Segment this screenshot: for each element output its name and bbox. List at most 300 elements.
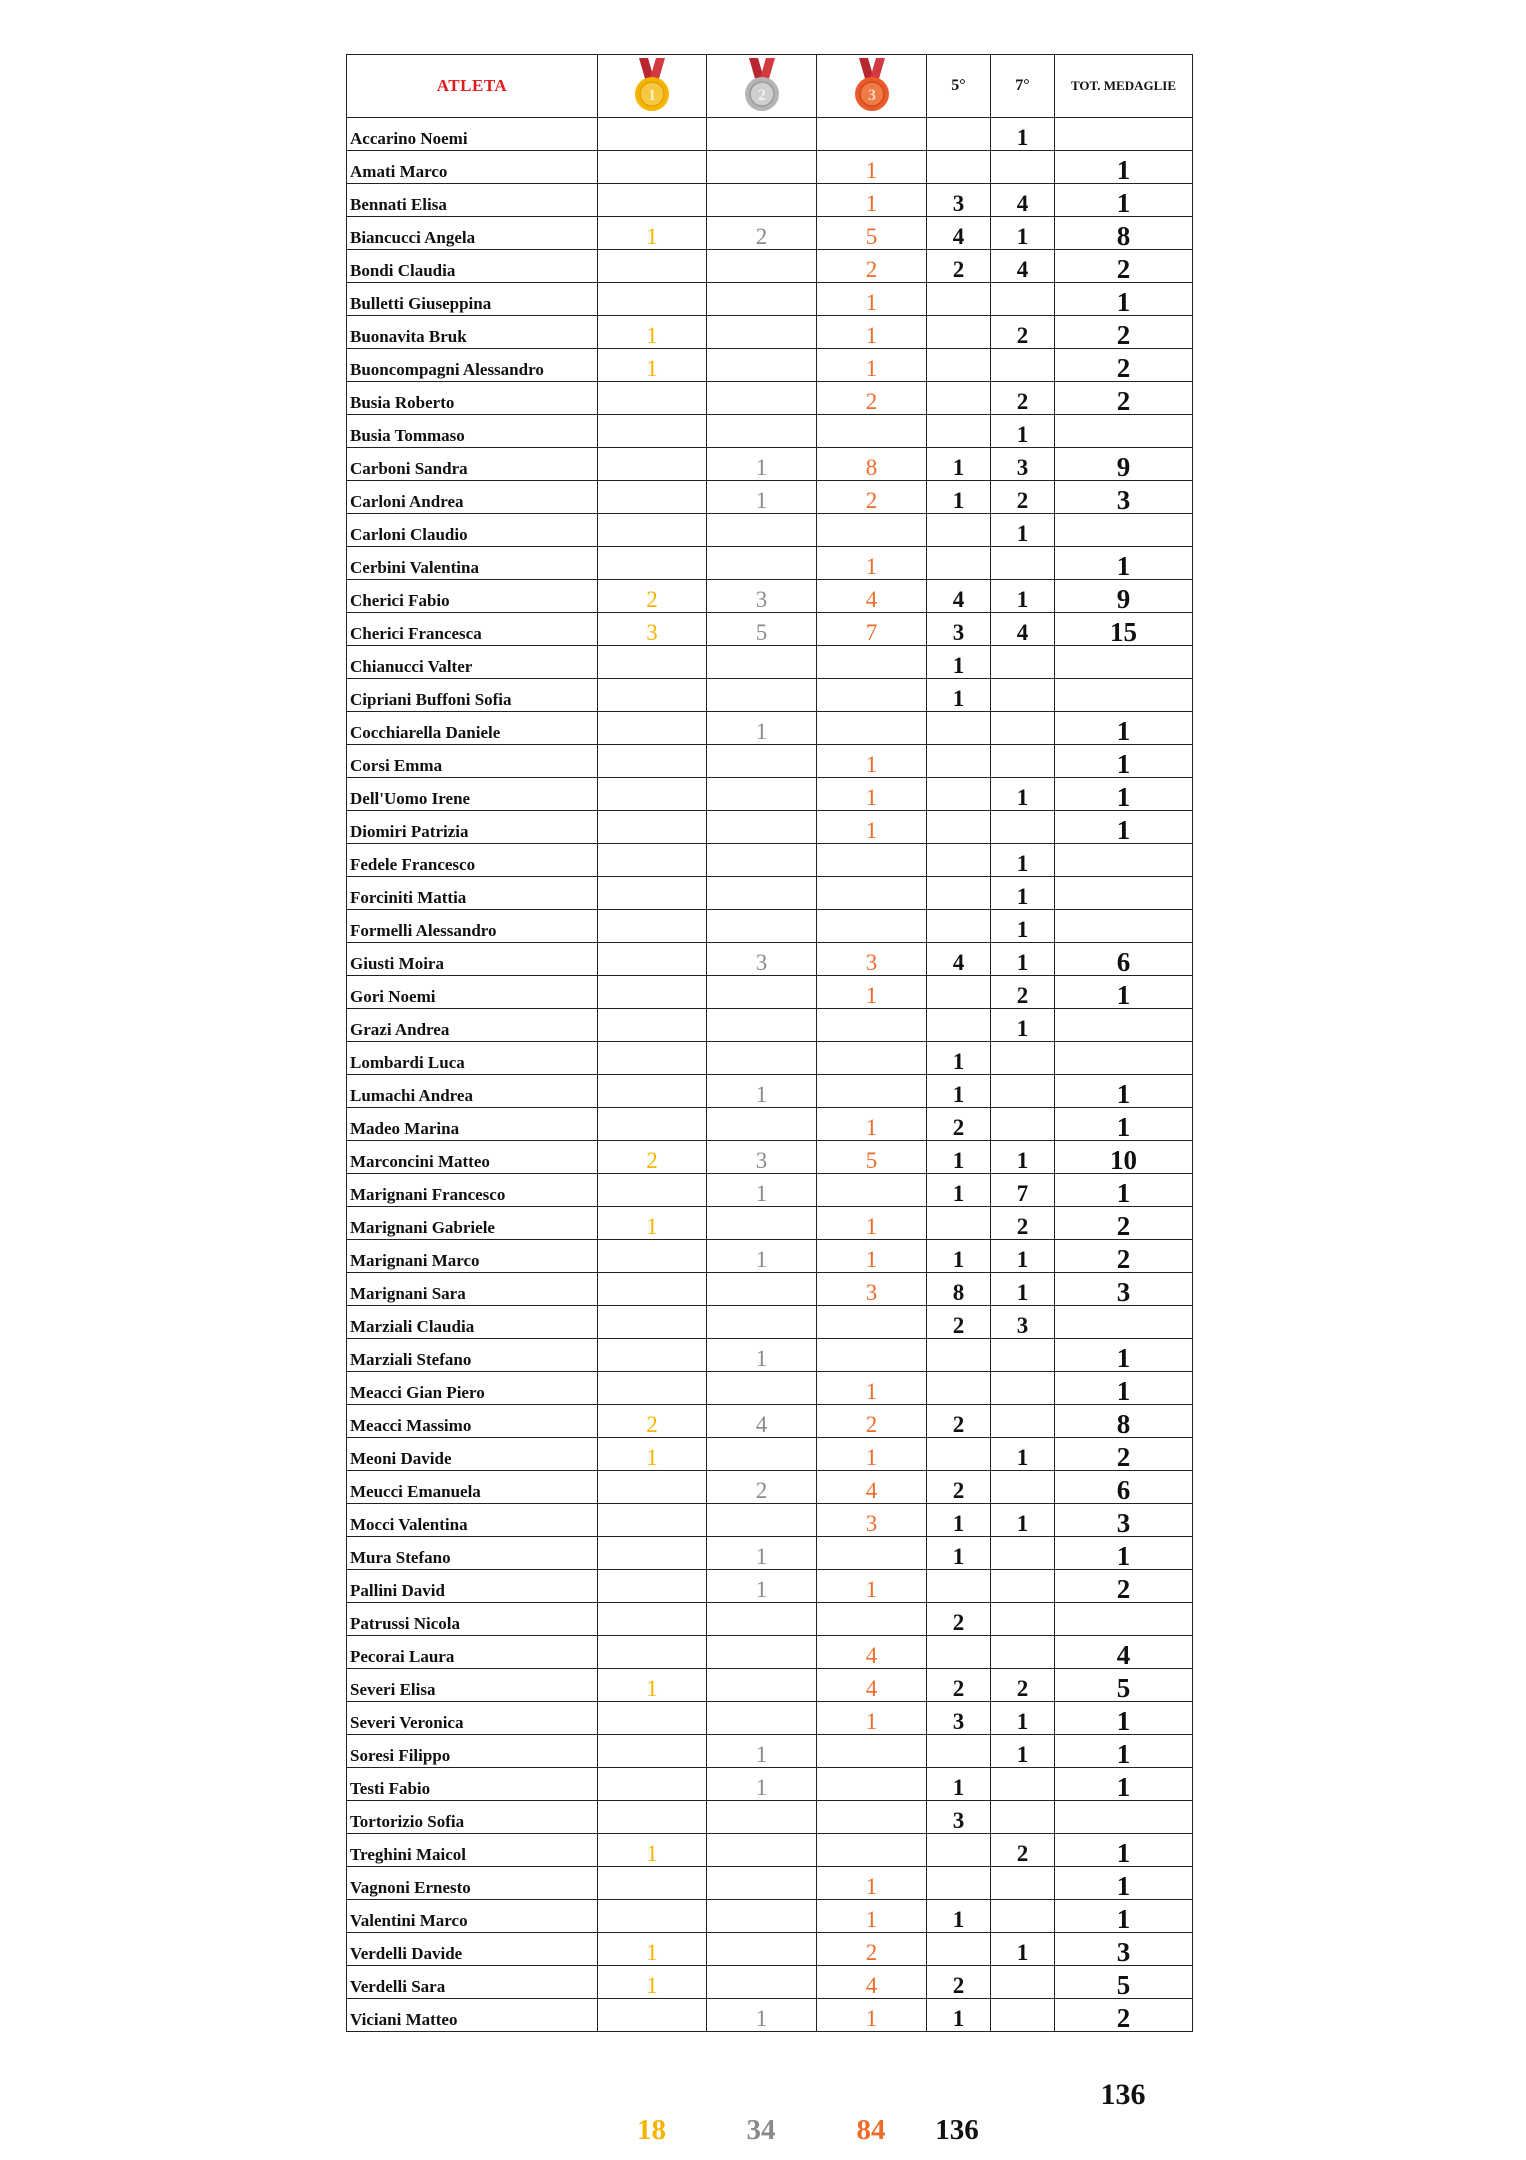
silver-count: 1 bbox=[707, 1768, 817, 1801]
seventh-place-count bbox=[991, 1801, 1055, 1834]
bronze-count: 4 bbox=[817, 580, 927, 613]
table-row bbox=[347, 580, 1193, 613]
table-row bbox=[347, 1438, 1193, 1471]
fifth-place-count: 4 bbox=[927, 943, 991, 976]
athlete-name: Verdelli Sara bbox=[347, 1966, 598, 1999]
total-silver: 34 bbox=[746, 2114, 776, 2146]
athlete-name: Chianucci Valter bbox=[347, 646, 598, 679]
gold-count bbox=[598, 679, 707, 712]
gold-count: 3 bbox=[598, 613, 707, 646]
silver-count bbox=[707, 547, 817, 580]
athlete-name: Carloni Andrea bbox=[347, 481, 598, 514]
total-medals-count bbox=[1055, 1801, 1193, 1834]
bronze-count: 1 bbox=[817, 349, 927, 382]
table-row bbox=[347, 1306, 1193, 1339]
fifth-place-count bbox=[927, 1009, 991, 1042]
athlete-name: Testi Fabio bbox=[347, 1768, 598, 1801]
seventh-place-count bbox=[991, 1900, 1055, 1933]
silver-count: 1 bbox=[707, 1735, 817, 1768]
gold-count bbox=[598, 1372, 707, 1405]
svg-text:1: 1 bbox=[648, 87, 656, 104]
total-medals-count: 1 bbox=[1055, 1834, 1193, 1867]
seventh-place-count: 3 bbox=[991, 448, 1055, 481]
bronze-count: 1 bbox=[817, 1207, 927, 1240]
seventh-place-count: 1 bbox=[991, 1735, 1055, 1768]
gold-count bbox=[598, 1009, 707, 1042]
seventh-place-count: 1 bbox=[991, 118, 1055, 151]
fifth-place-count: 2 bbox=[927, 1603, 991, 1636]
bronze-count bbox=[817, 1339, 927, 1372]
athlete-name: Formelli Alessandro bbox=[347, 910, 598, 943]
header-silver bbox=[707, 55, 817, 118]
silver-count bbox=[707, 745, 817, 778]
table-row bbox=[347, 151, 1193, 184]
bronze-count bbox=[817, 877, 927, 910]
fifth-place-count bbox=[927, 514, 991, 547]
bronze-count: 3 bbox=[817, 1504, 927, 1537]
athlete-name: Bennati Elisa bbox=[347, 184, 598, 217]
total-grand: 136 bbox=[935, 2114, 979, 2146]
fifth-place-count bbox=[927, 1339, 991, 1372]
seventh-place-count: 7 bbox=[991, 1174, 1055, 1207]
fifth-place-count bbox=[927, 118, 991, 151]
gold-count: 1 bbox=[598, 1207, 707, 1240]
silver-count bbox=[707, 1834, 817, 1867]
total-medals-count: 1 bbox=[1055, 1900, 1193, 1933]
fifth-place-count: 1 bbox=[927, 1174, 991, 1207]
silver-count bbox=[707, 1801, 817, 1834]
gold-count bbox=[598, 943, 707, 976]
bronze-count: 4 bbox=[817, 1966, 927, 1999]
fifth-place-count: 1 bbox=[927, 1042, 991, 1075]
seventh-place-count: 2 bbox=[991, 481, 1055, 514]
header-total bbox=[1055, 55, 1193, 118]
seventh-place-count bbox=[991, 1075, 1055, 1108]
athlete-name: Busia Tommaso bbox=[347, 415, 598, 448]
total-medals-count: 1 bbox=[1055, 1735, 1193, 1768]
fifth-place-count: 1 bbox=[927, 1240, 991, 1273]
bronze-count: 1 bbox=[817, 745, 927, 778]
silver-count bbox=[707, 118, 817, 151]
bronze-count bbox=[817, 1009, 927, 1042]
table-row bbox=[347, 745, 1193, 778]
fifth-place-count: 2 bbox=[927, 1108, 991, 1141]
silver-count: 1 bbox=[707, 481, 817, 514]
gold-count bbox=[598, 1240, 707, 1273]
table-row bbox=[347, 1207, 1193, 1240]
silver-count: 5 bbox=[707, 613, 817, 646]
silver-count: 1 bbox=[707, 1240, 817, 1273]
total-medals-count: 2 bbox=[1055, 382, 1193, 415]
silver-count: 1 bbox=[707, 1999, 817, 2032]
silver-count bbox=[707, 1702, 817, 1735]
gold-count bbox=[598, 1603, 707, 1636]
fifth-place-count bbox=[927, 910, 991, 943]
silver-count bbox=[707, 283, 817, 316]
table-row bbox=[347, 1636, 1193, 1669]
total-medals-count: 1 bbox=[1055, 1108, 1193, 1141]
seventh-place-count: 2 bbox=[991, 382, 1055, 415]
athlete-name: Biancucci Angela bbox=[347, 217, 598, 250]
total-medals-count: 1 bbox=[1055, 712, 1193, 745]
bronze-count: 1 bbox=[817, 1867, 927, 1900]
table-row bbox=[347, 877, 1193, 910]
table-row bbox=[347, 1735, 1193, 1768]
total-medals-count: 2 bbox=[1055, 250, 1193, 283]
header-seventh bbox=[991, 55, 1055, 118]
gold-count bbox=[598, 1174, 707, 1207]
table-row bbox=[347, 976, 1193, 1009]
athlete-name: Meoni Davide bbox=[347, 1438, 598, 1471]
bronze-count: 1 bbox=[817, 1570, 927, 1603]
gold-count bbox=[598, 1900, 707, 1933]
silver-count bbox=[707, 1966, 817, 1999]
seventh-place-count: 4 bbox=[991, 613, 1055, 646]
total-medals-count: 2 bbox=[1055, 1999, 1193, 2032]
silver-count bbox=[707, 184, 817, 217]
athlete-name: Giusti Moira bbox=[347, 943, 598, 976]
table-row bbox=[347, 250, 1193, 283]
total-medals-count: 2 bbox=[1055, 1240, 1193, 1273]
header-athlete-label: ATLETA bbox=[436, 76, 508, 95]
seventh-place-count bbox=[991, 1372, 1055, 1405]
header-athlete bbox=[347, 55, 598, 118]
fifth-place-count: 2 bbox=[927, 250, 991, 283]
total-medals-count: 1 bbox=[1055, 1867, 1193, 1900]
gold-count bbox=[598, 1306, 707, 1339]
silver-count bbox=[707, 1207, 817, 1240]
gold-count bbox=[598, 1999, 707, 2032]
gold-count bbox=[598, 1702, 707, 1735]
bronze-count: 2 bbox=[817, 1405, 927, 1438]
table-row bbox=[347, 1801, 1193, 1834]
total-medals-count: 1 bbox=[1055, 1537, 1193, 1570]
athlete-name: Accarino Noemi bbox=[347, 118, 598, 151]
silver-count bbox=[707, 1504, 817, 1537]
silver-count bbox=[707, 1372, 817, 1405]
bronze-count: 1 bbox=[817, 1438, 927, 1471]
athlete-name: Forciniti Mattia bbox=[347, 877, 598, 910]
gold-count bbox=[598, 1636, 707, 1669]
silver-count bbox=[707, 1603, 817, 1636]
silver-count: 1 bbox=[707, 1174, 817, 1207]
fifth-place-count: 3 bbox=[927, 184, 991, 217]
gold-count bbox=[598, 646, 707, 679]
athlete-name: Lombardi Luca bbox=[347, 1042, 598, 1075]
gold-count bbox=[598, 1471, 707, 1504]
bronze-count: 2 bbox=[817, 250, 927, 283]
seventh-place-count: 1 bbox=[991, 1240, 1055, 1273]
silver-count bbox=[707, 910, 817, 943]
gold-count: 1 bbox=[598, 1834, 707, 1867]
table-row bbox=[347, 1966, 1193, 1999]
bronze-count bbox=[817, 1768, 927, 1801]
athlete-name: Mocci Valentina bbox=[347, 1504, 598, 1537]
gold-count bbox=[598, 1867, 707, 1900]
bronze-count bbox=[817, 1801, 927, 1834]
athlete-name: Marignani Sara bbox=[347, 1273, 598, 1306]
table-row bbox=[347, 1504, 1193, 1537]
athlete-name: Marignani Marco bbox=[347, 1240, 598, 1273]
seventh-place-count bbox=[991, 1768, 1055, 1801]
fifth-place-count: 1 bbox=[927, 646, 991, 679]
table-row bbox=[347, 1339, 1193, 1372]
total-medals-count bbox=[1055, 415, 1193, 448]
svg-text:2: 2 bbox=[757, 87, 766, 104]
athlete-name: Tortorizio Sofia bbox=[347, 1801, 598, 1834]
fifth-place-count bbox=[927, 877, 991, 910]
seventh-place-count: 3 bbox=[991, 1306, 1055, 1339]
seventh-place-count bbox=[991, 679, 1055, 712]
gold-count bbox=[598, 118, 707, 151]
seventh-place-count bbox=[991, 1108, 1055, 1141]
gold-count bbox=[598, 1570, 707, 1603]
table-row bbox=[347, 1042, 1193, 1075]
silver-count bbox=[707, 1933, 817, 1966]
athlete-name: Severi Elisa bbox=[347, 1669, 598, 1702]
silver-count bbox=[707, 811, 817, 844]
gold-count bbox=[598, 448, 707, 481]
athlete-name: Cocchiarella Daniele bbox=[347, 712, 598, 745]
total-medals-count: 6 bbox=[1055, 1471, 1193, 1504]
athlete-name: Patrussi Nicola bbox=[347, 1603, 598, 1636]
total-medals-count: 2 bbox=[1055, 1207, 1193, 1240]
gold-count bbox=[598, 1768, 707, 1801]
table-row bbox=[347, 1768, 1193, 1801]
seventh-place-count bbox=[991, 712, 1055, 745]
gold-count bbox=[598, 877, 707, 910]
seventh-place-count bbox=[991, 151, 1055, 184]
table-row bbox=[347, 910, 1193, 943]
seventh-place-count: 1 bbox=[991, 1009, 1055, 1042]
seventh-place-count: 1 bbox=[991, 1438, 1055, 1471]
fifth-place-count: 2 bbox=[927, 1966, 991, 1999]
total-medals-count: 1 bbox=[1055, 1372, 1193, 1405]
total-medals-count: 3 bbox=[1055, 481, 1193, 514]
gold-count: 1 bbox=[598, 1438, 707, 1471]
athlete-name: Soresi Filippo bbox=[347, 1735, 598, 1768]
gold-count bbox=[598, 547, 707, 580]
table-row bbox=[347, 217, 1193, 250]
total-medals-count: 1 bbox=[1055, 976, 1193, 1009]
fifth-place-count bbox=[927, 1933, 991, 1966]
fifth-place-count: 2 bbox=[927, 1471, 991, 1504]
fifth-place-count bbox=[927, 811, 991, 844]
athlete-name: Bulletti Giuseppina bbox=[347, 283, 598, 316]
total-medals-count bbox=[1055, 844, 1193, 877]
bronze-count bbox=[817, 1174, 927, 1207]
gold-count bbox=[598, 1504, 707, 1537]
bronze-count bbox=[817, 1603, 927, 1636]
bronze-count: 7 bbox=[817, 613, 927, 646]
silver-count bbox=[707, 976, 817, 1009]
seventh-place-count bbox=[991, 283, 1055, 316]
gold-count: 1 bbox=[598, 316, 707, 349]
table-row bbox=[347, 679, 1193, 712]
silver-count: 2 bbox=[707, 1471, 817, 1504]
fifth-place-count: 1 bbox=[927, 1999, 991, 2032]
total-medals-count bbox=[1055, 679, 1193, 712]
seventh-place-count: 1 bbox=[991, 217, 1055, 250]
fifth-place-count bbox=[927, 1636, 991, 1669]
gold-count bbox=[598, 1801, 707, 1834]
silver-count: 3 bbox=[707, 943, 817, 976]
seventh-place-count: 2 bbox=[991, 316, 1055, 349]
table-row bbox=[347, 349, 1193, 382]
silver-count: 4 bbox=[707, 1405, 817, 1438]
silver-count bbox=[707, 1273, 817, 1306]
silver-count: 1 bbox=[707, 1339, 817, 1372]
seventh-place-count: 2 bbox=[991, 1834, 1055, 1867]
fifth-place-count: 2 bbox=[927, 1669, 991, 1702]
silver-count bbox=[707, 679, 817, 712]
gold-count: 1 bbox=[598, 1933, 707, 1966]
silver-count: 1 bbox=[707, 1570, 817, 1603]
header-seventh-label: 7° bbox=[1015, 77, 1030, 94]
fifth-place-count: 1 bbox=[927, 481, 991, 514]
fifth-place-count: 1 bbox=[927, 1141, 991, 1174]
bronze-count bbox=[817, 646, 927, 679]
fifth-place-count: 3 bbox=[927, 1801, 991, 1834]
gold-count: 2 bbox=[598, 1405, 707, 1438]
athlete-name: Cerbini Valentina bbox=[347, 547, 598, 580]
silver-count bbox=[707, 316, 817, 349]
total-medals-count bbox=[1055, 1009, 1193, 1042]
total-medals-count bbox=[1055, 910, 1193, 943]
gold-count bbox=[598, 184, 707, 217]
seventh-place-count bbox=[991, 1966, 1055, 1999]
bronze-count bbox=[817, 910, 927, 943]
bronze-count: 1 bbox=[817, 184, 927, 217]
fifth-place-count: 1 bbox=[927, 448, 991, 481]
fifth-place-count bbox=[927, 1834, 991, 1867]
athlete-name: Vagnoni Ernesto bbox=[347, 1867, 598, 1900]
table-row bbox=[347, 778, 1193, 811]
seventh-place-count: 1 bbox=[991, 580, 1055, 613]
silver-medal-icon bbox=[739, 58, 785, 114]
table-row bbox=[347, 1702, 1193, 1735]
athlete-name: Diomiri Patrizia bbox=[347, 811, 598, 844]
total-medals-count: 2 bbox=[1055, 1570, 1193, 1603]
gold-count bbox=[598, 976, 707, 1009]
gold-count: 1 bbox=[598, 1966, 707, 1999]
athlete-name: Amati Marco bbox=[347, 151, 598, 184]
bronze-count bbox=[817, 415, 927, 448]
athlete-name: Carloni Claudio bbox=[347, 514, 598, 547]
bronze-count: 4 bbox=[817, 1669, 927, 1702]
fifth-place-count bbox=[927, 1438, 991, 1471]
total-medals-count: 3 bbox=[1055, 1504, 1193, 1537]
silver-count bbox=[707, 382, 817, 415]
fifth-place-count bbox=[927, 316, 991, 349]
athlete-name: Dell'Uomo Irene bbox=[347, 778, 598, 811]
bronze-count: 1 bbox=[817, 778, 927, 811]
gold-count bbox=[598, 712, 707, 745]
total-medals-count: 8 bbox=[1055, 217, 1193, 250]
silver-count bbox=[707, 151, 817, 184]
silver-count bbox=[707, 514, 817, 547]
bronze-count: 4 bbox=[817, 1636, 927, 1669]
table-row bbox=[347, 1669, 1193, 1702]
gold-count bbox=[598, 151, 707, 184]
total-gold: 18 bbox=[637, 2114, 666, 2146]
fifth-place-count bbox=[927, 778, 991, 811]
bronze-count: 1 bbox=[817, 811, 927, 844]
fifth-place-count: 1 bbox=[927, 1075, 991, 1108]
table-row bbox=[347, 1834, 1193, 1867]
seventh-place-count: 1 bbox=[991, 877, 1055, 910]
bronze-count: 1 bbox=[817, 547, 927, 580]
bronze-count: 3 bbox=[817, 943, 927, 976]
bronze-count bbox=[817, 1075, 927, 1108]
seventh-place-count bbox=[991, 1339, 1055, 1372]
bronze-count: 1 bbox=[817, 1108, 927, 1141]
fifth-place-count bbox=[927, 415, 991, 448]
table-row bbox=[347, 514, 1193, 547]
seventh-place-count: 2 bbox=[991, 1669, 1055, 1702]
gold-count: 1 bbox=[598, 1669, 707, 1702]
bronze-count: 1 bbox=[817, 976, 927, 1009]
athlete-name: Lumachi Andrea bbox=[347, 1075, 598, 1108]
seventh-place-count bbox=[991, 1999, 1055, 2032]
total-medals-count: 1 bbox=[1055, 1174, 1193, 1207]
header-total-label: TOT. MEDAGLIE bbox=[1071, 78, 1176, 93]
athlete-name: Grazi Andrea bbox=[347, 1009, 598, 1042]
total-medals-count: 2 bbox=[1055, 349, 1193, 382]
athlete-name: Busia Roberto bbox=[347, 382, 598, 415]
fifth-place-count bbox=[927, 382, 991, 415]
bronze-count: 5 bbox=[817, 1141, 927, 1174]
seventh-place-count: 1 bbox=[991, 514, 1055, 547]
table-row bbox=[347, 1537, 1193, 1570]
athlete-name: Pallini David bbox=[347, 1570, 598, 1603]
silver-count: 1 bbox=[707, 712, 817, 745]
total-medals-count: 10 bbox=[1055, 1141, 1193, 1174]
header-fifth bbox=[927, 55, 991, 118]
bronze-count bbox=[817, 514, 927, 547]
bronze-count: 1 bbox=[817, 1702, 927, 1735]
total-medals-count bbox=[1055, 1306, 1193, 1339]
silver-count bbox=[707, 1636, 817, 1669]
bronze-count: 1 bbox=[817, 1372, 927, 1405]
gold-count bbox=[598, 1075, 707, 1108]
total-medals-count: 1 bbox=[1055, 778, 1193, 811]
gold-count bbox=[598, 778, 707, 811]
table-row bbox=[347, 1603, 1193, 1636]
athlete-name: Viciani Matteo bbox=[347, 1999, 598, 2032]
table-row bbox=[347, 1999, 1193, 2032]
seventh-place-count: 1 bbox=[991, 910, 1055, 943]
silver-count bbox=[707, 349, 817, 382]
bronze-count bbox=[817, 1042, 927, 1075]
total-medals-count: 2 bbox=[1055, 316, 1193, 349]
silver-count: 1 bbox=[707, 1537, 817, 1570]
athlete-name: Cherici Francesca bbox=[347, 613, 598, 646]
table-row bbox=[347, 646, 1193, 679]
gold-count bbox=[598, 1339, 707, 1372]
bronze-count bbox=[817, 1735, 927, 1768]
svg-text:3: 3 bbox=[867, 87, 876, 104]
table-row bbox=[347, 382, 1193, 415]
table-row bbox=[347, 316, 1193, 349]
gold-count bbox=[598, 910, 707, 943]
silver-count: 2 bbox=[707, 217, 817, 250]
fifth-place-count bbox=[927, 283, 991, 316]
athlete-name: Cherici Fabio bbox=[347, 580, 598, 613]
athlete-name: Buoncompagni Alessandro bbox=[347, 349, 598, 382]
bronze-count bbox=[817, 1306, 927, 1339]
total-medals-count bbox=[1055, 646, 1193, 679]
